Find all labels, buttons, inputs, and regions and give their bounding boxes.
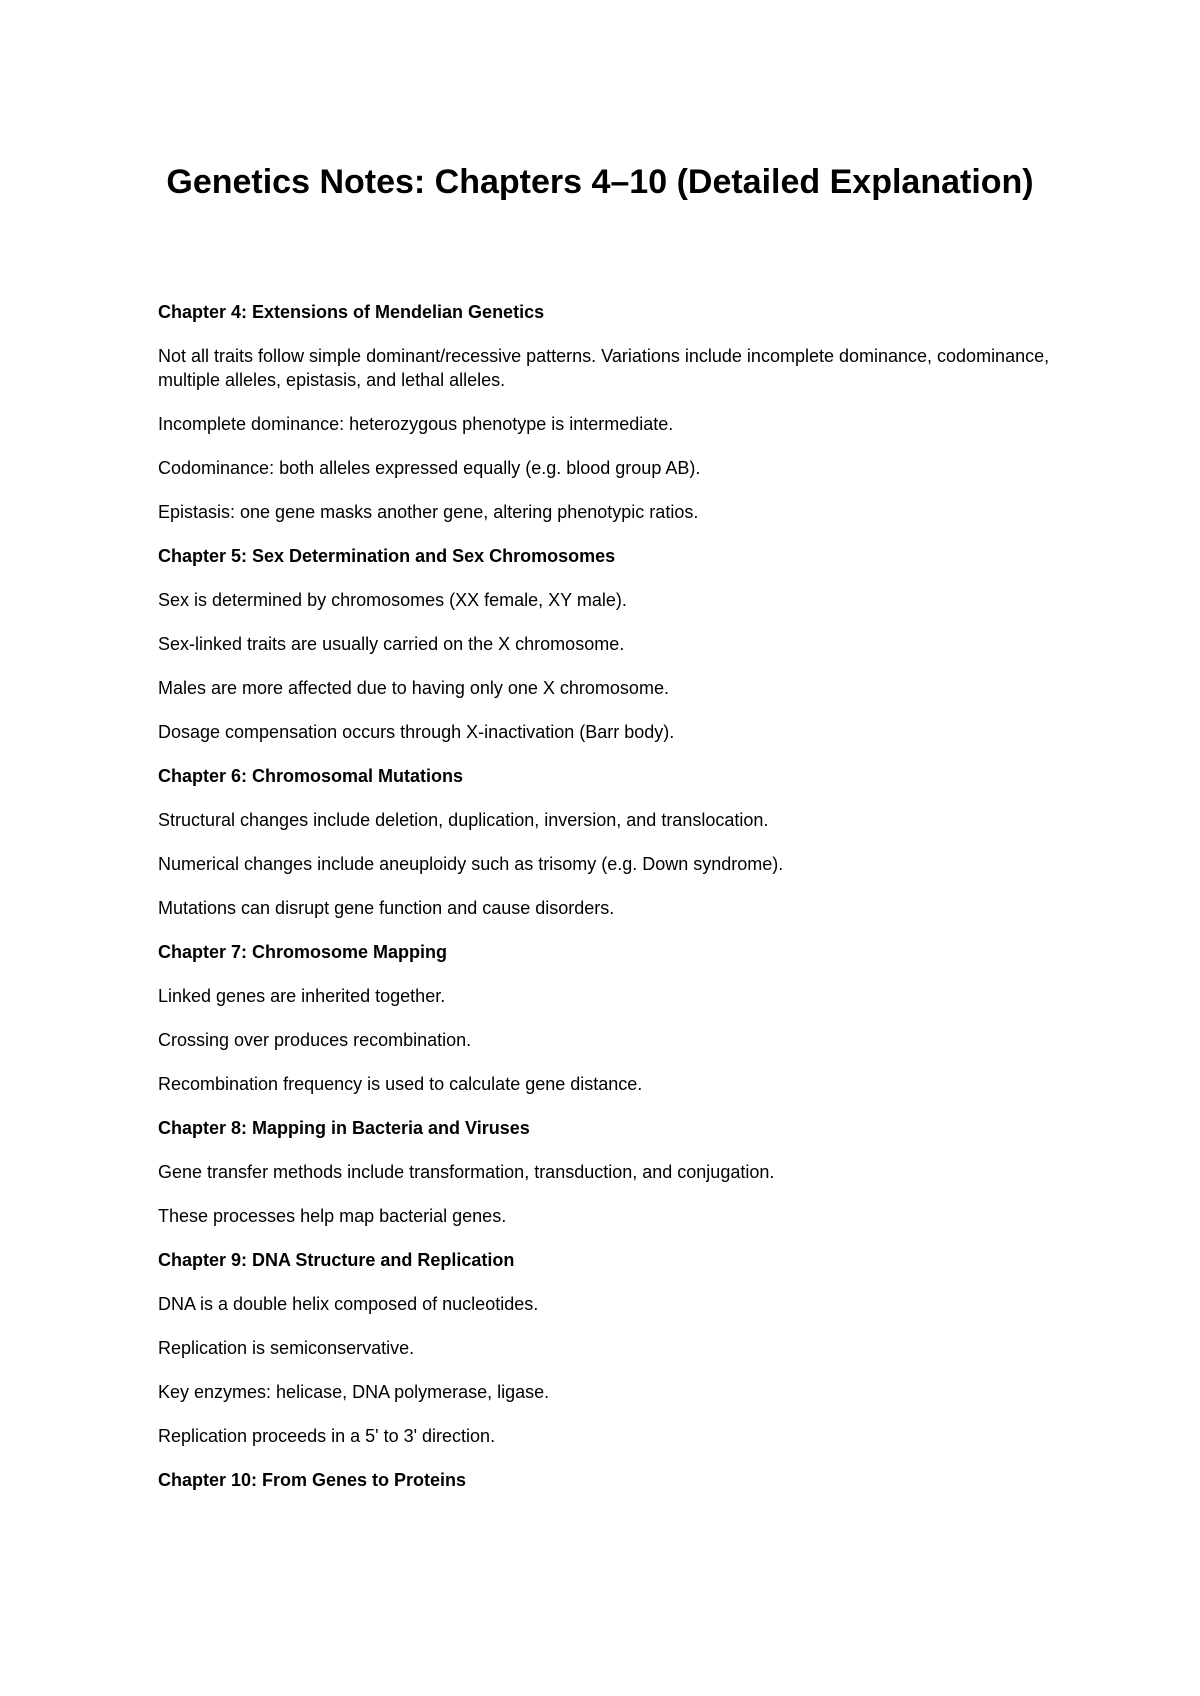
paragraph: Structural changes include deletion, duplication, inversion, and translocation. — [158, 810, 769, 830]
paragraph: Mutations can disrupt gene function and cause disorders. — [158, 898, 615, 918]
chapter-heading: Chapter 7: Chromosome Mapping — [158, 942, 448, 962]
paragraph: Recombination frequency is used to calculate gene distance. — [158, 1074, 643, 1094]
chapter-heading: Chapter 9: DNA Structure and Replication — [158, 1250, 515, 1270]
paragraph: Codominance: both alleles expressed equally (e.g. blood group AB). — [158, 458, 701, 478]
paragraph: Replication proceeds in a 5' to 3' direction. — [158, 1426, 496, 1446]
paragraph: Dosage compensation occurs through X-inactivation (Barr body). — [158, 722, 675, 742]
document-body — [158, 300, 1058, 1512]
paragraph: Sex-linked traits are usually carried on the X chromosome. — [158, 634, 625, 654]
chapter-heading: Chapter 10: From Genes to Proteins — [158, 1470, 467, 1490]
chapter-heading: Chapter 4: Extensions of Mendelian Genetics — [158, 302, 545, 322]
paragraph: Numerical changes include aneuploidy such as trisomy (e.g. Down syndrome). — [158, 854, 784, 874]
paragraph: Replication is semiconservative. — [158, 1338, 415, 1358]
paragraph: DNA is a double helix composed of nucleotides. — [158, 1294, 539, 1314]
paragraph: Incomplete dominance: heterozygous phenotype is intermediate. — [158, 414, 674, 434]
paragraph: Linked genes are inherited together. — [158, 986, 446, 1006]
paragraph: Key enzymes: helicase, DNA polymerase, ligase. — [158, 1382, 550, 1402]
document-title: Genetics Notes: Chapters 4–10 (Detailed Explanation) — [166, 163, 1034, 201]
paragraph: Not all traits follow simple dominant/recessive patterns. Variations include incomplete dominance, codominance, multiple alleles, epistasis, and lethal alleles. — [158, 346, 1050, 390]
chapter-heading: Chapter 5: Sex Determination and Sex Chromosomes — [158, 546, 616, 566]
chapter-heading: Chapter 8: Mapping in Bacteria and Viruses — [158, 1118, 530, 1138]
paragraph: Crossing over produces recombination. — [158, 1030, 472, 1050]
paragraph: Epistasis: one gene masks another gene, altering phenotypic ratios. — [158, 502, 699, 522]
chapter-heading: Chapter 6: Chromosomal Mutations — [158, 766, 464, 786]
paragraph: Sex is determined by chromosomes (XX female, XY male). — [158, 590, 627, 610]
paragraph: Males are more affected due to having only one X chromosome. — [158, 678, 669, 698]
paragraph: Gene transfer methods include transformation, transduction, and conjugation. — [158, 1162, 775, 1182]
paragraph: These processes help map bacterial genes. — [158, 1206, 507, 1226]
